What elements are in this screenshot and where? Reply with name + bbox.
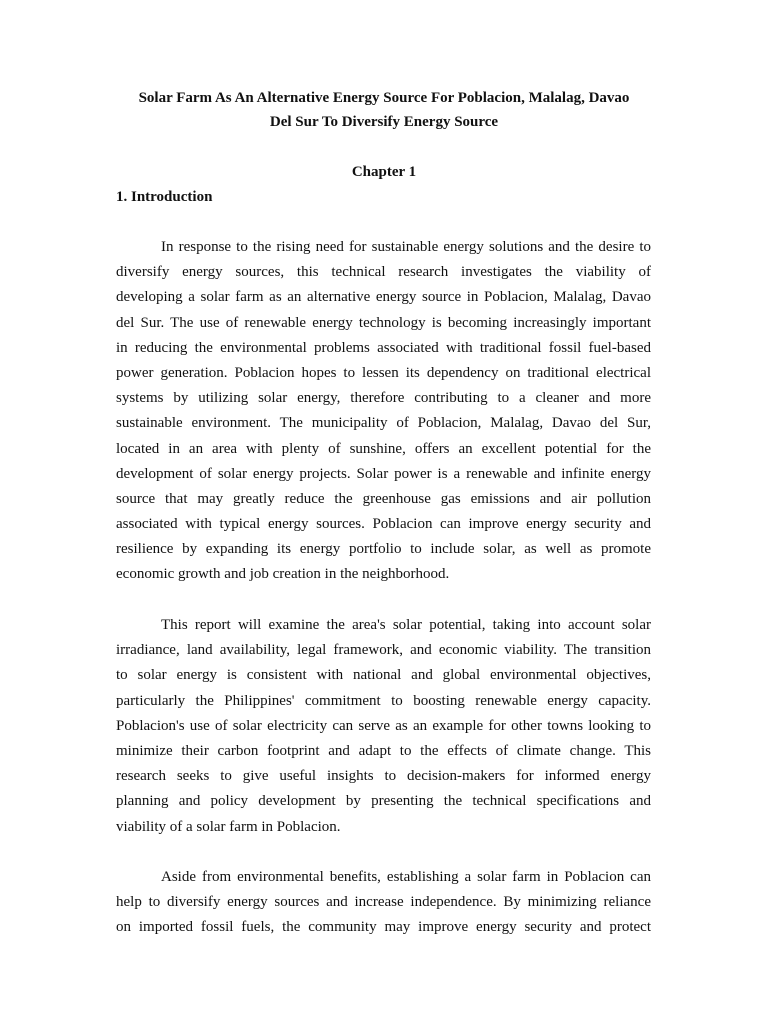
paragraph-line: resilience by expanding its energy portfolio to include solar, as well as promote xyxy=(116,541,651,558)
paragraph-line: particularly the Philippines' commitment to boosting renewable energy capacity. xyxy=(116,692,651,709)
document-title-line-1: Solar Farm As An Alternative Energy Source For Poblacion, Malalag, Davao xyxy=(138,90,630,106)
paragraph-line: developing a solar farm as an alternative energy source in Poblacion, Malalag, Davao xyxy=(116,289,651,306)
paragraph-line: associated with typical energy sources. Poblacion can improve energy security and xyxy=(116,516,651,533)
paragraph-line: diversify energy sources, this technical research investigates the viability of xyxy=(116,264,651,281)
paragraph-line: development of solar energy projects. Solar power is a renewable and infinite energy xyxy=(116,465,651,482)
paragraph-line: Aside from environmental benefits, establishing a solar farm in Poblacion can xyxy=(161,869,651,885)
paragraph-line: power generation. Poblacion hopes to lessen its dependency on traditional electrical xyxy=(116,364,651,381)
paragraph-line: help to diversify energy sources and increase independence. By minimizing reliance xyxy=(116,894,651,911)
paragraph-line: on imported fossil fuels, the community may improve energy security and protect xyxy=(116,919,651,936)
paragraph-line: minimize their carbon footprint and adapt to the effects of climate change. This xyxy=(116,742,651,759)
body-paragraph-1 xyxy=(116,237,651,590)
paragraph-line: del Sur. The use of renewable energy technology is becoming increasingly important xyxy=(116,314,651,331)
paragraph-line: located in an area with plenty of sunshine, offers an excellent potential for the xyxy=(116,440,651,457)
document-title-line-2: Del Sur To Diversify Energy Source xyxy=(269,114,499,130)
chapter-heading: Chapter 1 xyxy=(351,164,417,180)
paragraph-line: research seeks to give useful insights to decision-makers for informed energy xyxy=(116,768,651,785)
paragraph-line: In response to the rising need for sustainable energy solutions and the desire to xyxy=(161,239,651,255)
paragraph-line: sustainable environment. The municipality of Poblacion, Malalag, Davao del Sur, xyxy=(116,415,651,432)
body-paragraph-3 xyxy=(116,867,651,943)
body-paragraph-2 xyxy=(116,615,651,842)
section-heading: 1. Introduction xyxy=(116,189,213,205)
paragraph-line: Poblacion's use of solar electricity can serve as an example for other towns looking to xyxy=(116,717,651,734)
paragraph-line: irradiance, land availability, legal framework, and economic viability. The transition xyxy=(116,642,651,659)
paragraph-line: systems by utilizing solar energy, therefore contributing to a cleaner and more xyxy=(116,390,651,407)
paragraph-line: This report will examine the area's solar potential, taking into account solar xyxy=(161,617,651,633)
paragraph-line: in reducing the environmental problems associated with traditional fossil fuel-based xyxy=(116,339,651,356)
paragraph-line: economic growth and job creation in the neighborhood. xyxy=(116,566,450,583)
paragraph-line: to solar energy is consistent with national and global environmental objectives, xyxy=(116,667,651,684)
paragraph-line: planning and policy development by presenting the technical specifications and xyxy=(116,793,651,810)
paragraph-line: source that may greatly reduce the greenhouse gas emissions and air pollution xyxy=(116,490,651,507)
paragraph-line: viability of a solar farm in Poblacion. xyxy=(116,818,341,835)
